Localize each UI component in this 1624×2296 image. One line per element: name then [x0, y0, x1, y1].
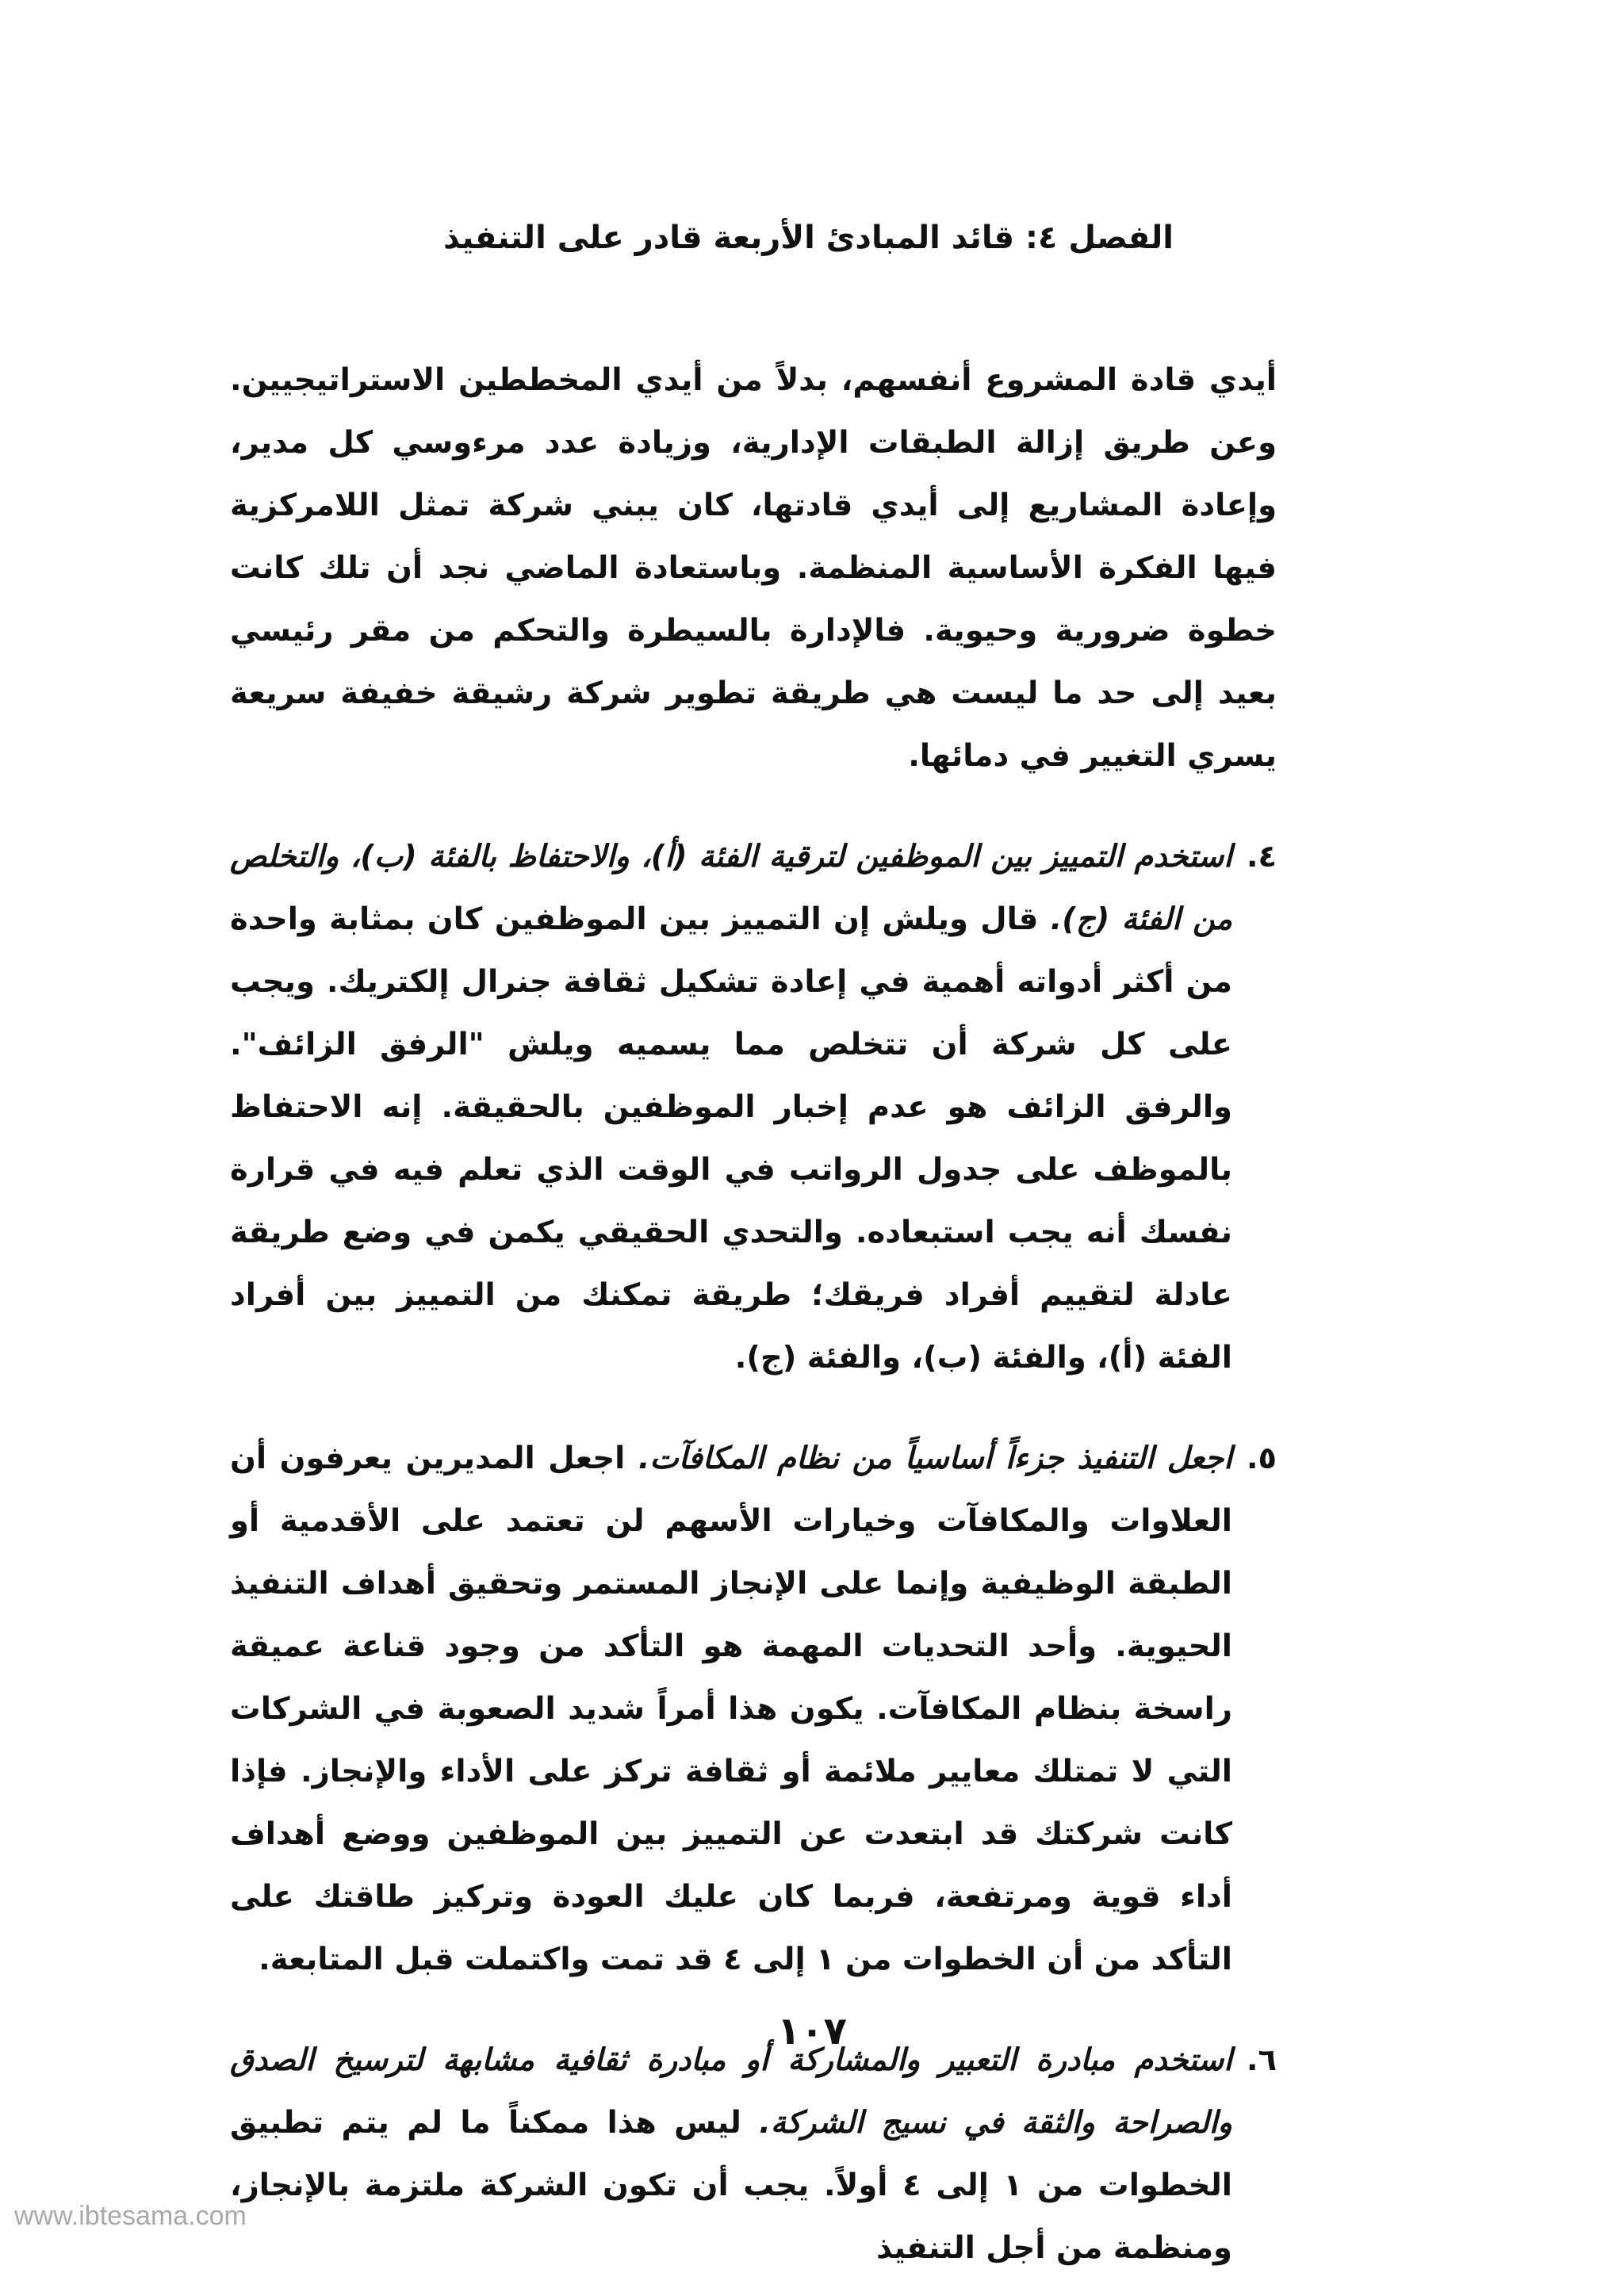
page-number: ١٠٧ [777, 2009, 847, 2053]
numbered-item-4 [230, 825, 1277, 1389]
chapter-running-header: الفصل ٤: قائد المبادئ الأربعة قادر على التنفيذ [443, 220, 1174, 256]
item-body: قال ويلش إن التمييز بين الموظفين كان بمثابة واحدة من أكثر أدواته أهمية في إعادة تشكيل ثقافة جنرال إلكتريك. ويجب على كل شركة أن تتخلص مما يسميه ويلش "الرفق الزائف". والرفق الزائف هو عدم إخبار الموظفين بالحقيقة. إنه الاحتفاظ بالموظف على جدول الرواتب في الوقت الذي تعلم فيه في قرارة نفسك أنه يجب استبعاده. والتحدي الحقيقي يكمن في وضع طريقة عادلة لتقييم أفراد فريقك؛ طريقة تمكنك من التمييز بين أفراد الفئة (أ)، والفئة (ب)، والفئة (ج). [230, 901, 1232, 1376]
numbered-item-5 [230, 1427, 1277, 1991]
item-body: اجعل المديرين يعرفون أن العلاوات والمكافآت وخيارات الأسهم لن تعتمد على الأقدمية أو الطبقة الوظيفية وإنما على الإنجاز المستمر وتحقيق أهداف التنفيذ الحيوية. وأحد التحديات المهمة هو التأكد من وجود قناعة عميقة راسخة بنظام المكافآت. يكون هذا أمراً شديد الصعوبة في الشركات التي لا تمتلك معايير ملائمة أو ثقافة تركز على الأداء والإنجاز. فإذا كانت شركتك قد ابتعدت عن التمييز بين الموظفين ووضع أهداف أداء قوية ومرتفعة، فربما كان عليك العودة وتركيز طاقتك على التأكد من أن الخطوات من ١ إلى ٤ قد تمت واكتملت قبل المتابعة. [230, 1441, 1232, 1977]
item-lead: استخدم مبادرة التعبير والمشاركة أو مبادرة ثقافية مشابهة لترسيخ الصدق والصراحة والثقة في نسيج الشركة. [230, 2042, 1232, 2141]
item-lead: اجعل التنفيذ جزءاً أساسياً من نظام المكافآت. [638, 1441, 1232, 1476]
item-lead: استخدم التمييز بين الموظفين لترقية الفئة (أ)، والاحتفاظ بالفئة (ب)، والتخلص من الفئة (ج). [230, 839, 1232, 937]
item-text [230, 1427, 1232, 1991]
item-text [230, 2029, 1232, 2279]
item-number: ٦. [1246, 2042, 1277, 2078]
intro-paragraph: أيدي قادة المشروع أنفسهم، بدلاً من أيدي المخططين الاستراتيجيين. وعن طريق إزالة الطبقات الإدارية، وزيادة عدد مرءوسي كل مدير، وإعادة المشاريع إلى أيدي قادتها، كان يبني شركة تمثل اللامركزية فيها الفكرة الأساسية المنظمة. وباستعادة الماضي نجد أن تلك كانت خطوة ضرورية وحيوية. فالإدارة بالسيطرة والتحكم من مقر رئيسي بعيد إلى حد ما ليست هي طريقة تطوير شركة رشيقة خفيفة سريعة يسري التغيير في دمائها. [230, 362, 1277, 774]
item-number: ٥. [1246, 1441, 1277, 1476]
site-watermark: www.ibtesama.com [14, 2201, 247, 2231]
item-number: ٤. [1246, 839, 1277, 874]
page-body [230, 349, 1277, 2279]
numbered-item-6 [230, 2029, 1277, 2279]
item-text [230, 825, 1232, 1389]
item-body: ليس هذا ممكناً ما لم يتم تطبيق الخطوات من ١ إلى ٤ أولاً. يجب أن تكون الشركة ملتزمة بالإنجاز، ومنظمة من أجل التنفيذ [230, 2105, 1232, 2266]
